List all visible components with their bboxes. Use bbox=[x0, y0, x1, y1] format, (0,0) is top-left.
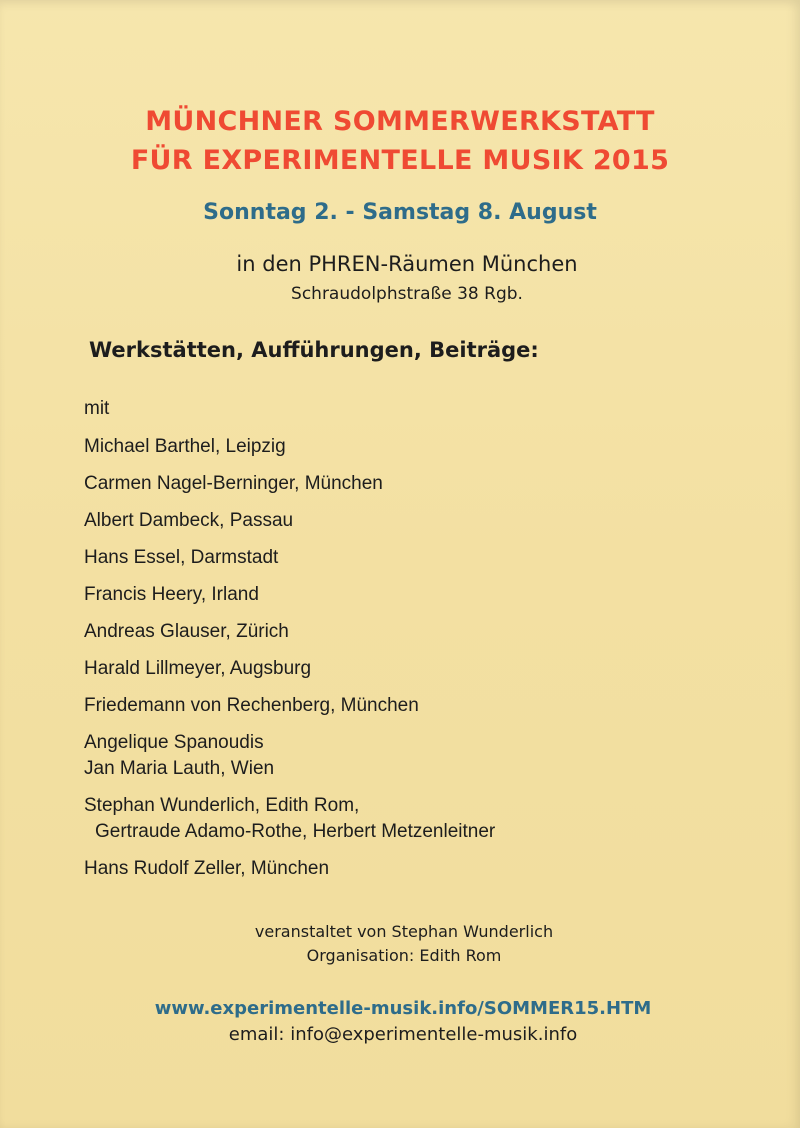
participant-line: Michael Barthel, Leipzig bbox=[84, 436, 286, 457]
email-contact[interactable]: email: info@experimentelle-musik.info bbox=[228, 1024, 578, 1045]
venue-address: Schraudolphstraße 38 Rgb. bbox=[291, 284, 523, 304]
participant-item bbox=[84, 471, 744, 497]
participant-item bbox=[84, 508, 744, 534]
participant-line: Gertraude Adamo-Rothe, Herbert Metzenleitner bbox=[95, 821, 496, 842]
participant-item bbox=[84, 856, 744, 882]
participant-line: Albert Dambeck, Passau bbox=[84, 510, 294, 531]
website-link[interactable]: www.experimentelle-musik.info/SOMMER15.HTM bbox=[154, 998, 652, 1019]
participant-item bbox=[84, 434, 744, 460]
venue-name: in den PHREN-Räumen München bbox=[236, 252, 578, 276]
participant-item bbox=[84, 619, 744, 645]
participant-line: Jan Maria Lauth, Wien bbox=[84, 758, 275, 779]
participant-list bbox=[84, 434, 744, 893]
participant-item bbox=[84, 730, 744, 782]
participant-line: Carmen Nagel-Berninger, München bbox=[84, 473, 383, 494]
participant-item bbox=[84, 656, 744, 682]
program-heading: Werkstätten, Aufführungen, Beiträge: bbox=[89, 338, 539, 362]
organizer-organisation: Organisation: Edith Rom bbox=[306, 946, 502, 965]
organizer-host: veranstaltet von Stephan Wunderlich bbox=[254, 922, 554, 941]
participant-line: Hans Essel, Darmstadt bbox=[84, 547, 279, 568]
with-label: mit bbox=[84, 398, 110, 419]
title-line-1: MÜNCHNER SOMMERWERKSTATT bbox=[145, 106, 655, 137]
participant-item bbox=[84, 545, 744, 571]
participant-line: Angelique Spanoudis bbox=[84, 732, 264, 753]
participant-line: Harald Lillmeyer, Augsburg bbox=[84, 658, 312, 679]
participant-item bbox=[84, 693, 744, 719]
event-dates: Sonntag 2. - Samstag 8. August bbox=[203, 200, 597, 225]
participant-item bbox=[84, 582, 744, 608]
participant-line: Francis Heery, Irland bbox=[84, 584, 259, 605]
participant-line: Stephan Wunderlich, Edith Rom, bbox=[84, 795, 360, 816]
participant-line: Andreas Glauser, Zürich bbox=[84, 621, 289, 642]
participant-line: Hans Rudolf Zeller, München bbox=[84, 858, 330, 879]
participant-line: Friedemann von Rechenberg, München bbox=[84, 695, 419, 716]
organizer-block bbox=[0, 920, 800, 968]
participant-item bbox=[84, 793, 744, 845]
title-line-2: FÜR EXPERIMENTELLE MUSIK 2015 bbox=[130, 145, 670, 176]
